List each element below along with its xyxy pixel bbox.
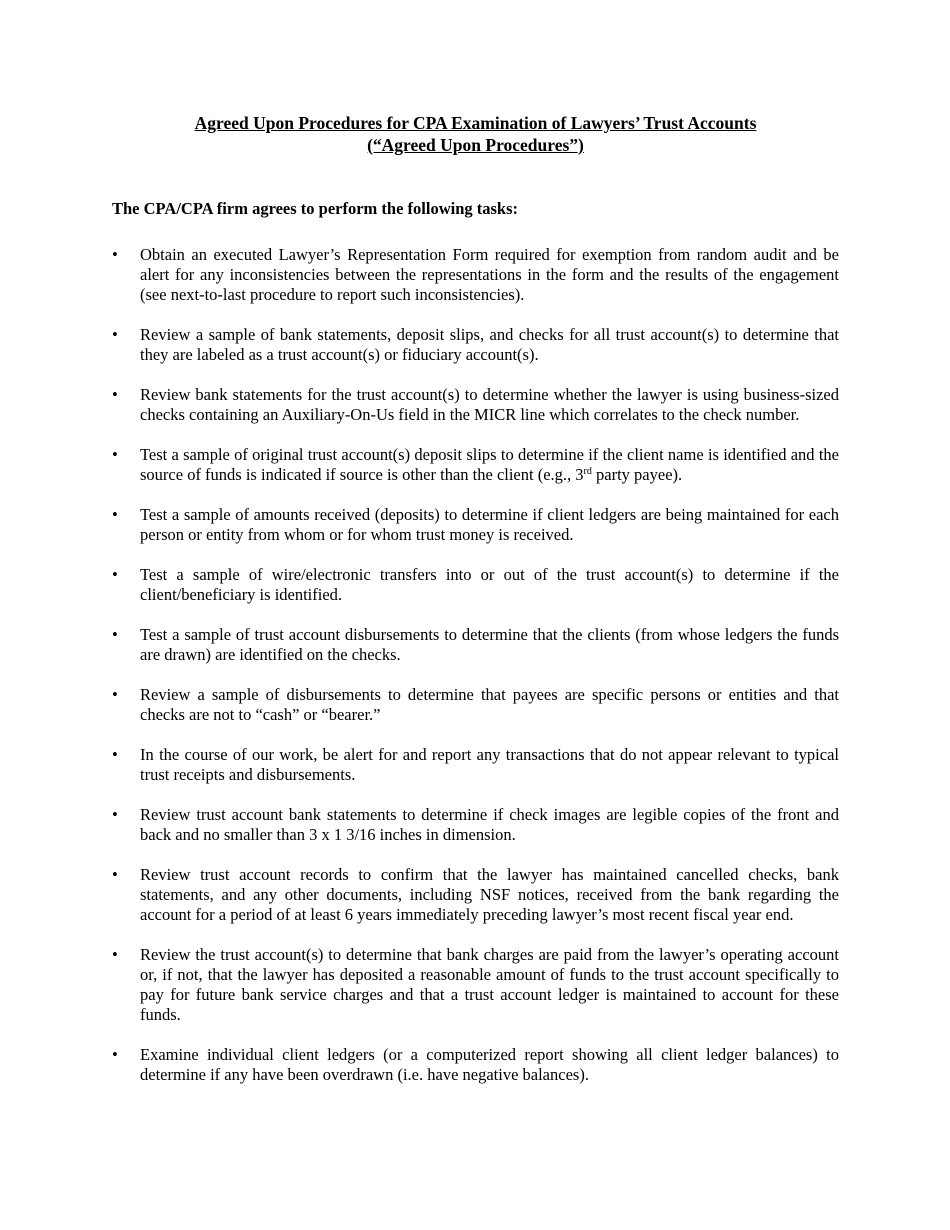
task-text: Test a sample of amounts received (deposits) to determine if client ledgers are being maintained for each person or entity from whom or for whom trust money is received. — [140, 505, 839, 544]
task-text: Review a sample of disbursements to determine that payees are specific persons or entities and that checks are not to “cash” or “bearer.” — [140, 685, 839, 724]
task-item — [112, 505, 839, 545]
bullet-icon: • — [112, 685, 118, 704]
task-text: Test a sample of trust account disbursements to determine that the clients (from whose ledgers the funds are drawn) are identified on the checks. — [140, 625, 839, 664]
bullet-icon: • — [112, 325, 118, 344]
task-item — [112, 805, 839, 845]
task-text: Review bank statements for the trust account(s) to determine whether the lawyer is using business-sized checks containing an Auxiliary-On-Us field in the MICR line which correlates to the check number. — [140, 385, 839, 424]
task-item — [112, 685, 839, 725]
task-item — [112, 325, 839, 365]
document-title-line-1: Agreed Upon Procedures for CPA Examination of Lawyers’ Trust Accounts — [194, 113, 757, 133]
intro-heading: The CPA/CPA firm agrees to perform the following tasks: — [112, 199, 519, 218]
task-text — [140, 445, 839, 484]
bullet-icon: • — [112, 245, 118, 264]
bullet-icon: • — [112, 745, 118, 764]
bullet-icon: • — [112, 445, 118, 464]
task-item — [112, 865, 839, 925]
task-text: Review trust account bank statements to determine if check images are legible copies of the front and back and no smaller than 3 x 1 3/16 inches in dimension. — [140, 805, 839, 844]
task-item — [112, 565, 839, 605]
task-item — [112, 245, 839, 305]
ordinal-superscript: rd — [583, 466, 592, 477]
task-list — [112, 245, 839, 1085]
bullet-icon: • — [112, 865, 118, 884]
task-item — [112, 745, 839, 785]
bullet-icon: • — [112, 945, 118, 964]
task-text-part: party payee). — [591, 465, 683, 484]
task-text: Review a sample of bank statements, deposit slips, and checks for all trust account(s) to determine that they are labeled as a trust account(s) or fiduciary account(s). — [140, 325, 839, 364]
task-item — [112, 1045, 839, 1085]
task-item — [112, 385, 839, 425]
task-text: Review the trust account(s) to determine that bank charges are paid from the lawyer’s operating account or, if not, that the lawyer has deposited a reasonable amount of funds to the trust account specifically to pay for future bank service charges and that a trust account ledger is maintained to account for these funds. — [140, 945, 839, 1024]
document-page — [112, 112, 839, 1105]
task-item — [112, 445, 839, 485]
bullet-icon: • — [112, 385, 118, 404]
bullet-icon: • — [112, 505, 118, 524]
task-text: In the course of our work, be alert for and report any transactions that do not appear relevant to typical trust receipts and disbursements. — [140, 745, 839, 784]
task-item — [112, 945, 839, 1025]
bullet-icon: • — [112, 625, 118, 644]
task-text: Obtain an executed Lawyer’s Representation Form required for exemption from random audit and be alert for any inconsistencies between the representations in the form and the results of the engagement (see next-to-last procedure to report such inconsistencies). — [140, 245, 839, 304]
bullet-icon: • — [112, 805, 118, 824]
task-text-part: Test a sample of original trust account(s) deposit slips to determine if the client name is identified and the source of funds is indicated if source is other than the client (e.g., 3 — [140, 445, 839, 484]
document-title-line-2: (“Agreed Upon Procedures”) — [367, 135, 584, 155]
task-text: Examine individual client ledgers (or a computerized report showing all client ledger balances) to determine if any have been overdrawn (i.e. have negative balances). — [140, 1045, 839, 1084]
task-text: Review trust account records to confirm that the lawyer has maintained cancelled checks, bank statements, and any other documents, including NSF notices, received from the bank regarding the account for a period of at least 6 years immediately preceding lawyer’s most recent fiscal year end. — [140, 865, 839, 924]
task-text: Test a sample of wire/electronic transfers into or out of the trust account(s) to determine if the client/beneficiary is identified. — [140, 565, 839, 604]
document-title — [112, 112, 839, 156]
task-item — [112, 625, 839, 665]
bullet-icon: • — [112, 1045, 118, 1064]
bullet-icon: • — [112, 565, 118, 584]
